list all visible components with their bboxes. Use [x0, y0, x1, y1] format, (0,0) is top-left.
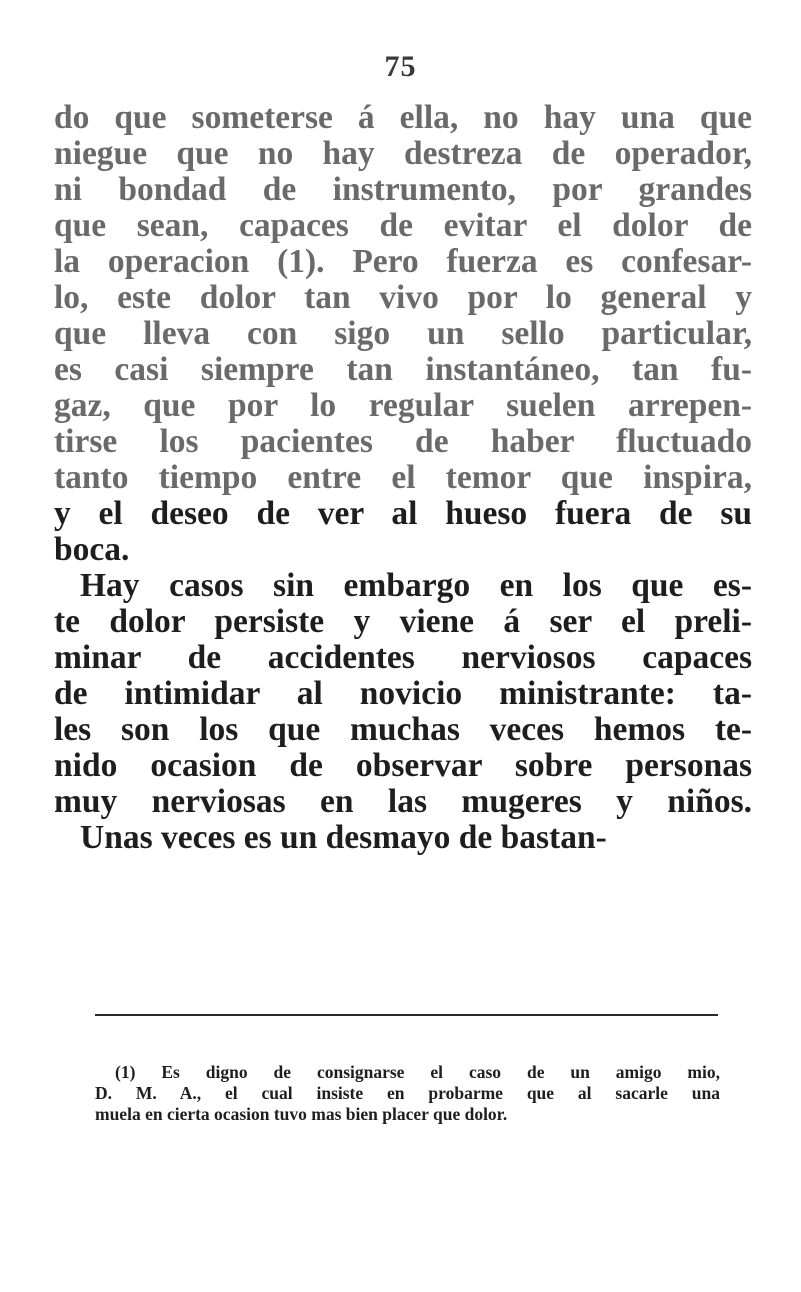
footnote-line: D. M. A., el cual insiste en probarme que al sacarle una: [95, 1083, 720, 1103]
text-line: gaz, que por lo regular suelen arrepen-: [54, 387, 752, 424]
text-line: Hay casos sin embargo en los que es-: [80, 567, 752, 604]
text-line: boca.: [54, 531, 130, 568]
text-line: es casi siempre tan instantáneo, tan fu-: [54, 351, 752, 388]
footnote-divider: [95, 1014, 718, 1016]
text-line: te dolor persiste y viene á ser el preli-: [54, 603, 752, 640]
text-line: Unas veces es un desmayo de bastan-: [80, 819, 607, 856]
text-line: tirse los pacientes de haber fluctuado: [54, 423, 752, 460]
text-line: tanto tiempo entre el temor que inspira,: [54, 459, 752, 496]
text-line: ni bondad de instrumento, por grandes: [54, 171, 752, 208]
footnote-line: (1) Es digno de consignarse el caso de un amigo mio,: [115, 1062, 720, 1082]
text-line: lo, este dolor tan vivo por lo general y: [54, 279, 752, 316]
text-line: muy nerviosas en las mugeres y niños.: [54, 783, 752, 820]
text-line: nido ocasion de observar sobre personas: [54, 747, 752, 784]
body-text: [54, 100, 752, 856]
text-line: que sean, capaces de evitar el dolor de: [54, 207, 752, 244]
text-line: do que someterse á ella, no hay una que: [54, 99, 752, 136]
text-line: y el deseo de ver al hueso fuera de su: [54, 495, 752, 532]
footnote: [95, 1062, 720, 1125]
text-line: de intimidar al novicio ministrante: ta-: [54, 675, 752, 712]
footnote-line: muela en cierta ocasion tuvo mas bien placer que dolor.: [95, 1104, 508, 1124]
text-line: les son los que muchas veces hemos te-: [54, 711, 752, 748]
text-line: que lleva con sigo un sello particular,: [54, 315, 752, 352]
page-number: 75: [384, 50, 417, 83]
text-line: la operacion (1). Pero fuerza es confesar-: [54, 243, 752, 280]
text-line: niegue que no hay destreza de operador,: [54, 135, 752, 172]
text-line: minar de accidentes nerviosos capaces: [54, 639, 752, 676]
